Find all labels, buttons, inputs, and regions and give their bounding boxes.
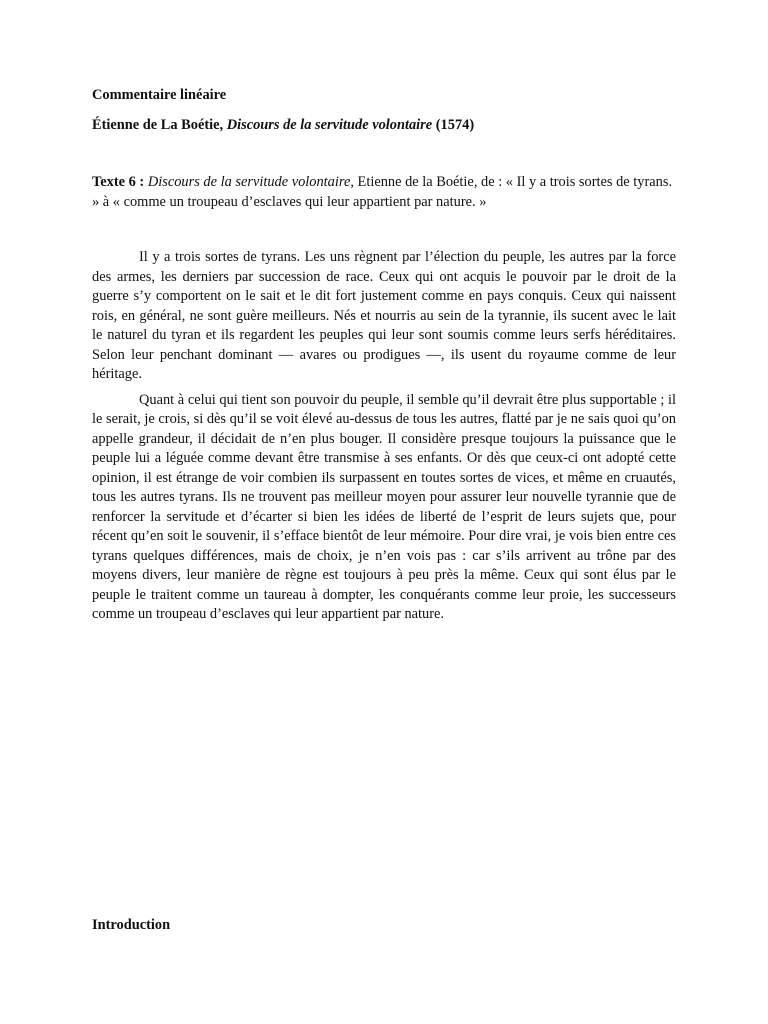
- text-reference-details: , Etienne de la Boétie, de : « Il y a trois sortes de tyrans. » à « comme un troupeau d’esclaves qui leur appartient par nature. »: [92, 174, 673, 210]
- excerpt-body: [92, 248, 676, 631]
- publication-year: (1574): [432, 117, 475, 133]
- document-title: Commentaire linéaire: [92, 87, 227, 103]
- text-reference-label: Texte 6 :: [92, 174, 148, 190]
- work-title: Discours de la servitude volontaire: [226, 117, 433, 133]
- author-line: [92, 115, 474, 135]
- text-reference: [92, 173, 676, 212]
- excerpt-paragraph-1: Il y a trois sortes de tyrans. Les uns règnent par l’élection du peuple, les autres par la force des armes, les derniers par succession de race. Ceux qui ont acquis le pouvoir par le droit de la guerre s’y comportent on le sait et le dit fort justement comme en pays conquis. Ceux qui naissent rois, en général, ne sont guère meilleurs. Nés et nourris au sein de la tyrannie, ils sucent avec le lait le naturel du tyran et ils regardent les peuples qui leur sont soumis comme leurs serfs héréditaires. Selon leur penchant dominant — avares ou prodigues —, ils usent du royaume comme de leur héritage.: [92, 249, 676, 382]
- excerpt-paragraph-2: Quant à celui qui tient son pouvoir du peuple, il semble qu’il devrait être plus supportable ; il le serait, je crois, si dès qu’il se voit élevé au-dessus de tous les autres, flatté par je ne sais quoi qu’on appelle grandeur, il décidait de n’en plus bouger. Il considère presque toujours la puissance que le peuple lui a léguée comme devant être transmise à ses enfants. Or dès que ceux-ci ont adopté cette opinion, il est étrange de voir combien ils surpassent en toutes sortes de vices, et même en cruautés, tous les autres tyrans. Ils ne trouvent pas meilleur moyen pour assurer leur nouvelle tyrannie que de renforcer la servitude et d’écarter si bien les idées de liberté de l’esprit de leurs sujets que, pour récent qu’en soit le souvenir, il s’efface bientôt de leur mémoire. Pour dire vrai, je vois bien entre ces tyrans quelques différences, mais de choix, je n’en vois pas : car s’ils arrivent au trône par des moyens divers, leur manière de règne est toujours à peu près la même. Ceux qui sont élus par le peuple le traitent comme un taureau à dompter, les conquérants comme leur proie, les successeurs comme un troupeau d’esclaves qui leur appartient par nature.: [92, 391, 676, 622]
- author-name: Étienne de La Boétie,: [92, 117, 227, 133]
- text-reference-work: Discours de la servitude volontaire: [147, 174, 351, 190]
- introduction-heading: Introduction: [92, 917, 171, 933]
